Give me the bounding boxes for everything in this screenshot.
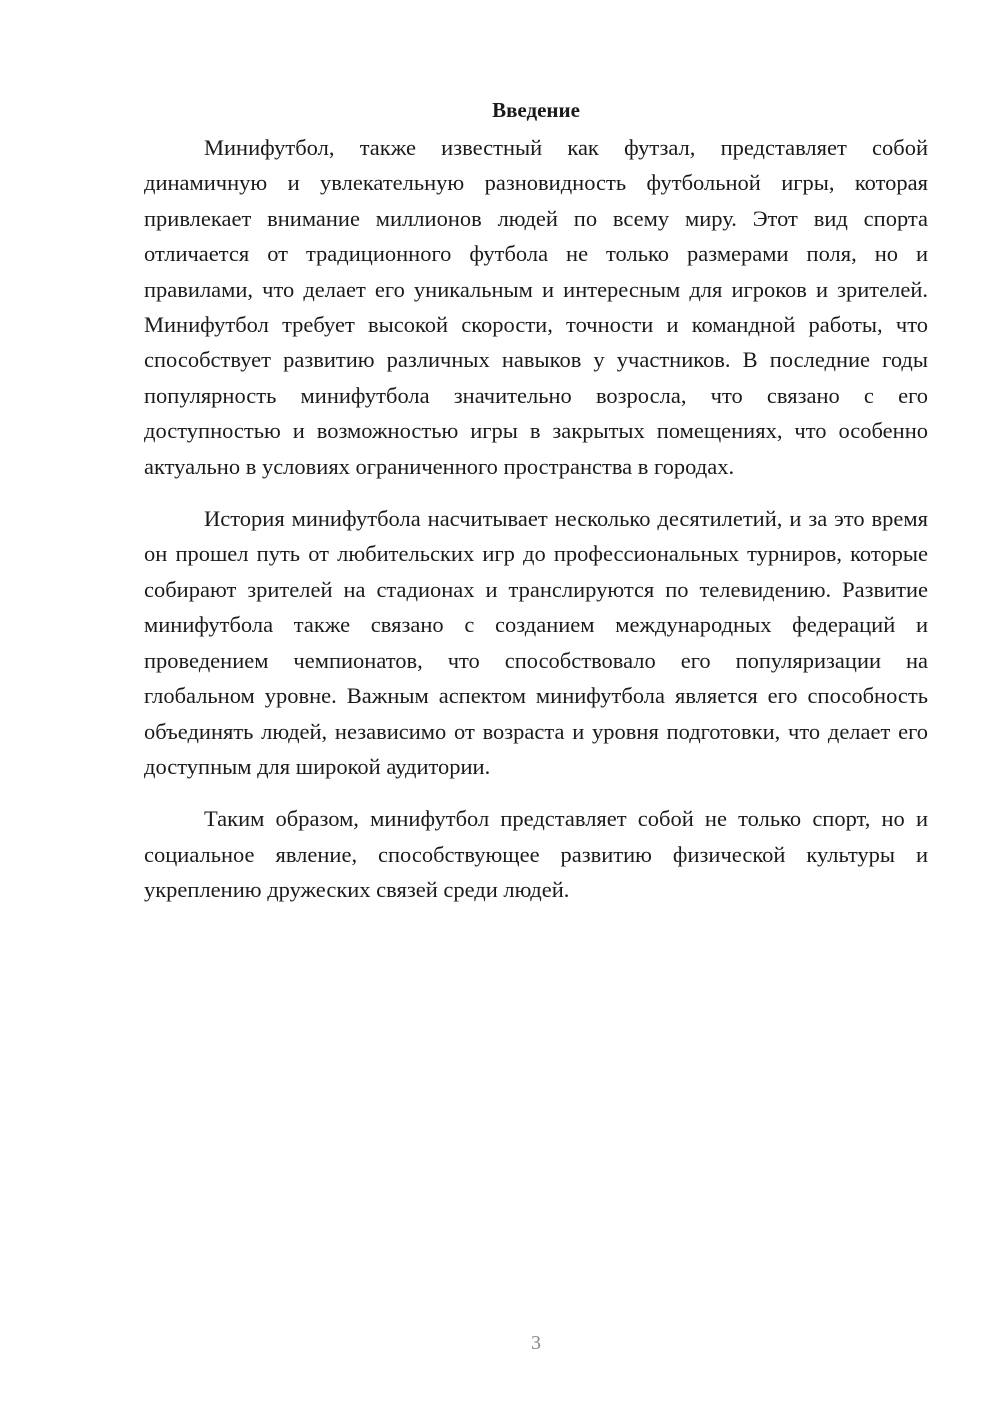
- paragraph-2: История минифутбола насчитывает несколько десятилетий, и за это время он прошел путь от любительских игр до профессиональных турниров, которые собирают зрителей на стадионах и транслируются по телевидению. Развитие минифутбола также связано с созданием международных федераций и проведением чемпионатов, что способствовало его популяризации на глобальном уровне. Важным аспектом минифутбола является его способность объединять людей, независимо от возраста и уровня подготовки, что делает его доступным для широкой аудитории.: [144, 506, 928, 779]
- section-heading: Введение: [492, 98, 580, 122]
- page-content: [144, 92, 928, 925]
- paragraph-1: Минифутбол, также известный как футзал, представляет собой динамичную и увлекательную разновидность футбольной игры, которая привлекает внимание миллионов людей по всему миру. Этот вид спорта отличается от традиционного футбола не только размерами поля, но и правилами, что делает его уникальным и интересным для игроков и зрителей. Минифутбол требует высокой скорости, точности и командной работы, что способствует развитию различных навыков у участников. В последние годы популярность минифутбола значительно возросла, что связано с его доступностью и возможностью игры в закрытых помещениях, что особенно актуально в условиях ограниченного пространства в городах.: [144, 135, 928, 479]
- paragraph-3: Таким образом, минифутбол представляет собой не только спорт, но и социальное явление, способствующее развитию физической культуры и укреплению дружеских связей среди людей.: [144, 806, 928, 903]
- page-number: 3: [531, 1332, 541, 1354]
